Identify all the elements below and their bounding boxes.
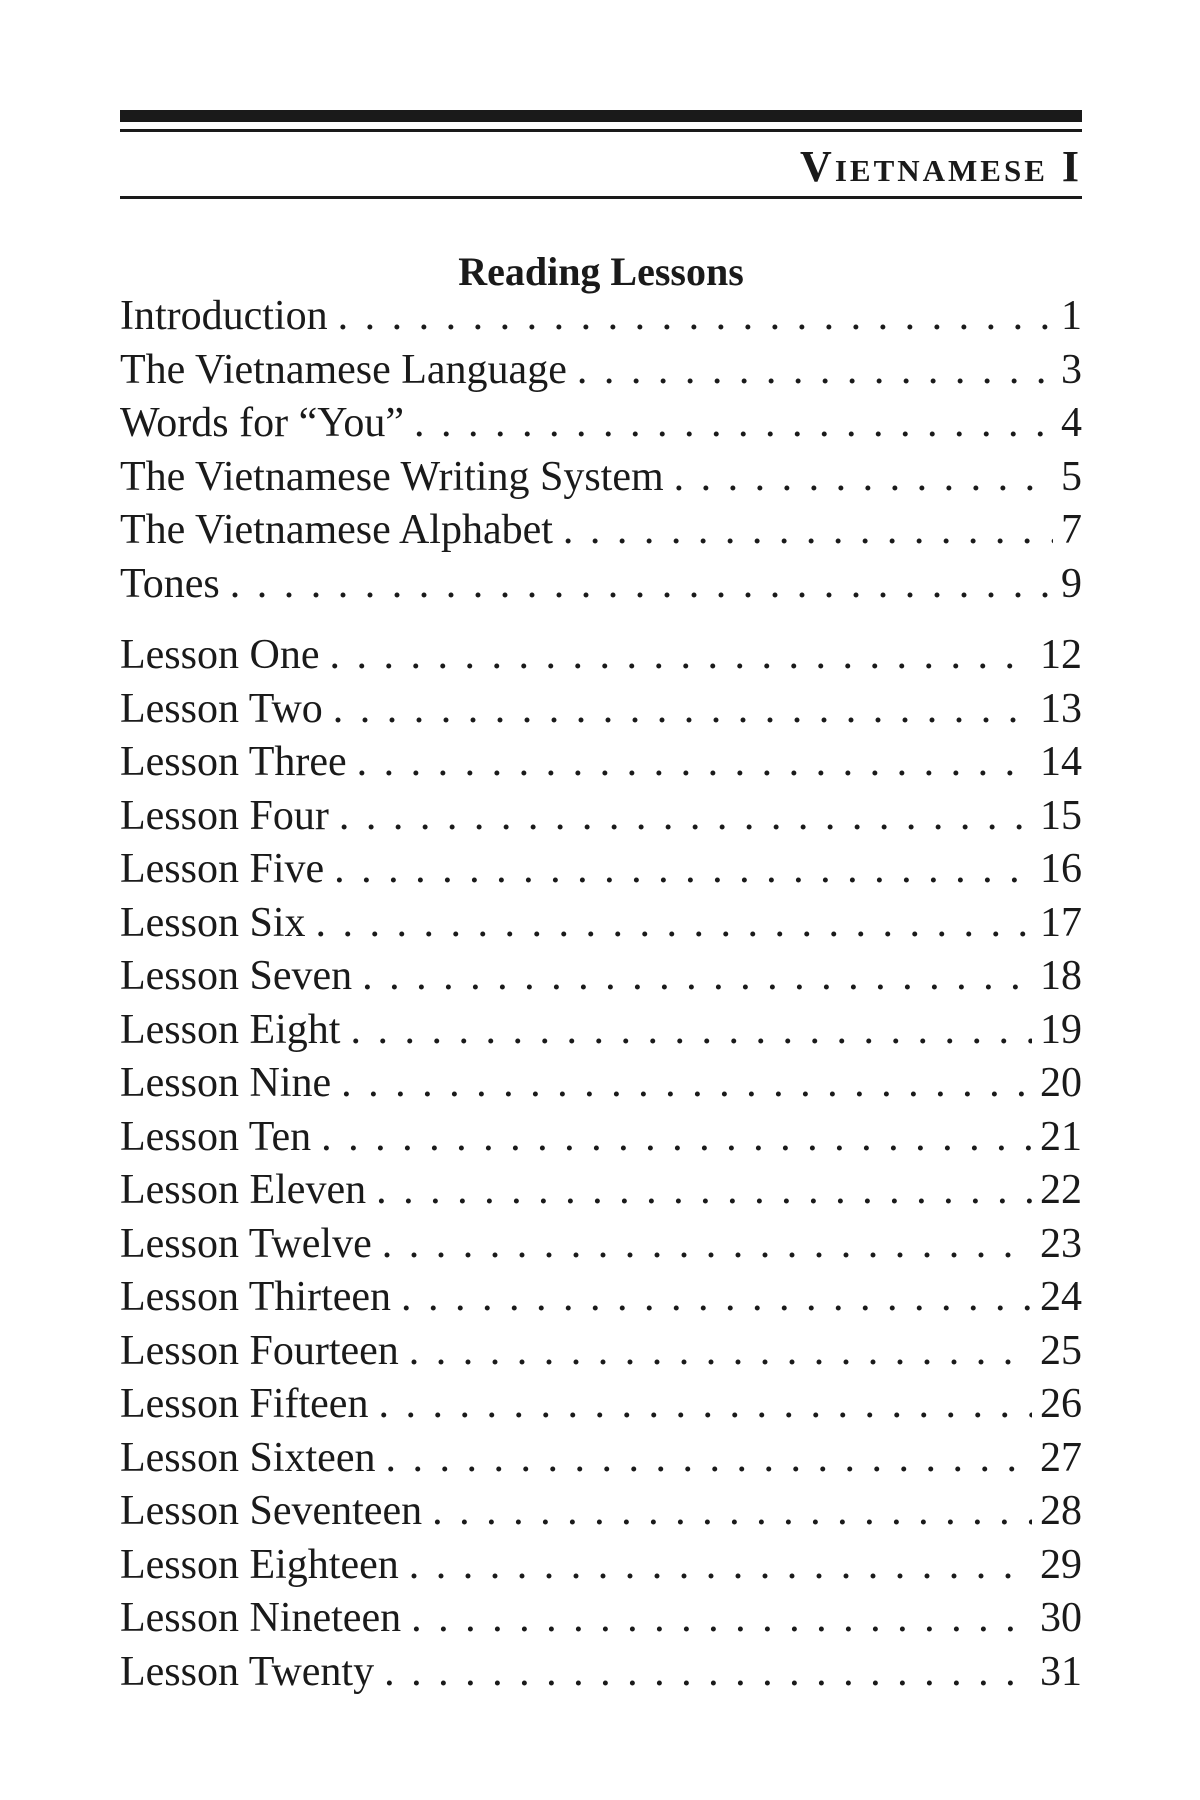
toc-entry-page-number: 9 [1061, 560, 1082, 607]
toc-entry-page-number: 31 [1040, 1648, 1082, 1695]
toc-entry [120, 1218, 1082, 1272]
toc-entry [120, 736, 1082, 790]
book-page [120, 0, 1082, 1800]
toc-dot-leader [378, 1378, 1032, 1432]
toc-entry [120, 1057, 1082, 1111]
toc-entry [120, 558, 1082, 612]
toc-dot-leader [385, 1432, 1032, 1486]
toc-entry [120, 1164, 1082, 1218]
toc-entry-label: The Vietnamese Writing System [120, 453, 664, 500]
toc-entry-label: Lesson Three [120, 739, 347, 785]
toc-dot-leader [432, 1485, 1032, 1539]
toc-entry-label: Lesson Ten [120, 1113, 312, 1160]
toc-entry [120, 629, 1082, 683]
toc-entry [120, 1004, 1082, 1058]
header-rule-thick [120, 110, 1082, 122]
toc-dot-leader [401, 1271, 1032, 1325]
toc-entry-label: Lesson Four [120, 792, 329, 839]
toc-entry [120, 1432, 1082, 1486]
toc-dot-leader [329, 629, 1032, 683]
toc-dot-leader [384, 1646, 1032, 1700]
toc-entry-page-number: 30 [1040, 1595, 1082, 1641]
toc-dot-leader [350, 1004, 1032, 1058]
toc-entry-page-number: 14 [1040, 739, 1082, 785]
running-head: Vietnamese I [800, 142, 1082, 191]
toc-entry-page-number: 18 [1040, 953, 1082, 999]
toc-entry-page-number: 1 [1061, 293, 1082, 339]
toc-dot-leader [409, 1539, 1032, 1593]
toc-entry-label: Lesson Eleven [120, 1167, 367, 1213]
toc-entry-page-number: 15 [1040, 792, 1082, 839]
toc-intro-group [120, 290, 1082, 611]
toc-entry-label: Introduction [120, 293, 328, 339]
toc-entry [120, 1378, 1082, 1432]
toc-entry [120, 344, 1082, 398]
toc-entry-page-number: 7 [1061, 507, 1082, 553]
toc-entry [120, 1485, 1082, 1539]
toc-entry [120, 1539, 1082, 1593]
toc-dot-leader [362, 950, 1032, 1004]
toc-entry-label: Tones [120, 560, 220, 607]
toc-entry-page-number: 13 [1040, 685, 1082, 732]
toc-entry-label: Lesson Seven [120, 953, 353, 999]
toc-entry-label: Lesson Nine [120, 1060, 332, 1106]
toc-entry-page-number: 3 [1061, 346, 1082, 393]
toc-entry-page-number: 4 [1061, 400, 1082, 446]
toc-entry-page-number: 21 [1040, 1113, 1082, 1160]
toc-entry-label: Lesson Fifteen [120, 1381, 369, 1427]
header-rule-thin [120, 129, 1082, 132]
toc-entry-label: Lesson Nineteen [120, 1595, 402, 1641]
toc-entry-page-number: 19 [1040, 1006, 1082, 1053]
toc-dot-leader [382, 1218, 1032, 1272]
toc-dot-leader [563, 504, 1053, 558]
toc-entry-label: Lesson Eighteen [120, 1541, 399, 1588]
toc-entry-page-number: 20 [1040, 1060, 1082, 1106]
section-title: Reading Lessons [458, 249, 744, 294]
toc-entry [120, 451, 1082, 505]
toc-entry-page-number: 16 [1040, 846, 1082, 892]
toc-entry [120, 504, 1082, 558]
toc-entry [120, 397, 1082, 451]
toc-entry-label: Lesson Five [120, 846, 325, 892]
toc-dot-leader [409, 1325, 1032, 1379]
toc-dot-leader [577, 344, 1053, 398]
toc-entry-page-number: 27 [1040, 1434, 1082, 1481]
table-of-contents [120, 290, 1082, 1699]
toc-entry-label: The Vietnamese Alphabet [120, 507, 553, 553]
header-rule-bottom [120, 196, 1082, 199]
toc-entry-page-number: 23 [1040, 1220, 1082, 1267]
toc-entry-page-number: 25 [1040, 1327, 1082, 1374]
toc-entry [120, 950, 1082, 1004]
toc-entry-label: Lesson Fourteen [120, 1327, 399, 1374]
toc-dot-leader [357, 736, 1032, 790]
toc-entry [120, 290, 1082, 344]
toc-entry [120, 683, 1082, 737]
toc-entry [120, 1111, 1082, 1165]
toc-entry [120, 790, 1082, 844]
toc-entry [120, 843, 1082, 897]
toc-entry-label: The Vietnamese Language [120, 346, 567, 393]
toc-dot-leader [334, 843, 1032, 897]
toc-entry-label: Lesson Six [120, 899, 306, 946]
toc-entry-label: Lesson Twelve [120, 1220, 372, 1267]
toc-dot-leader [339, 790, 1032, 844]
toc-dot-leader [333, 683, 1032, 737]
toc-dot-leader [338, 290, 1053, 344]
toc-entry-label: Lesson Eight [120, 1006, 341, 1053]
toc-entry [120, 897, 1082, 951]
toc-dot-leader [230, 558, 1053, 612]
toc-entry-label: Lesson Thirteen [120, 1274, 391, 1320]
toc-entry-page-number: 28 [1040, 1488, 1082, 1534]
toc-entry-label: Lesson Sixteen [120, 1434, 376, 1481]
toc-dot-leader [411, 1592, 1032, 1646]
toc-entry [120, 1271, 1082, 1325]
toc-entry-label: Lesson Two [120, 685, 323, 732]
toc-entry-page-number: 22 [1040, 1167, 1082, 1213]
toc-entry-page-number: 29 [1040, 1541, 1082, 1588]
toc-entry-label: Lesson Twenty [120, 1648, 375, 1695]
toc-dot-leader [376, 1164, 1032, 1218]
toc-lessons-group [120, 629, 1082, 1699]
toc-dot-leader [414, 397, 1053, 451]
toc-dot-leader [321, 1111, 1032, 1165]
toc-dot-leader [316, 897, 1032, 951]
toc-entry [120, 1646, 1082, 1700]
toc-entry-page-number: 17 [1040, 899, 1082, 946]
toc-entry-label: Words for “You” [120, 400, 404, 446]
toc-entry-label: Lesson One [120, 632, 320, 678]
toc-entry-label: Lesson Seventeen [120, 1488, 423, 1534]
toc-dot-leader [341, 1057, 1032, 1111]
toc-entry [120, 1592, 1082, 1646]
toc-entry-page-number: 26 [1040, 1381, 1082, 1427]
toc-entry [120, 1325, 1082, 1379]
toc-entry-page-number: 12 [1040, 632, 1082, 678]
toc-dot-leader [674, 451, 1053, 505]
toc-entry-page-number: 24 [1040, 1274, 1082, 1320]
toc-entry-page-number: 5 [1061, 453, 1082, 500]
